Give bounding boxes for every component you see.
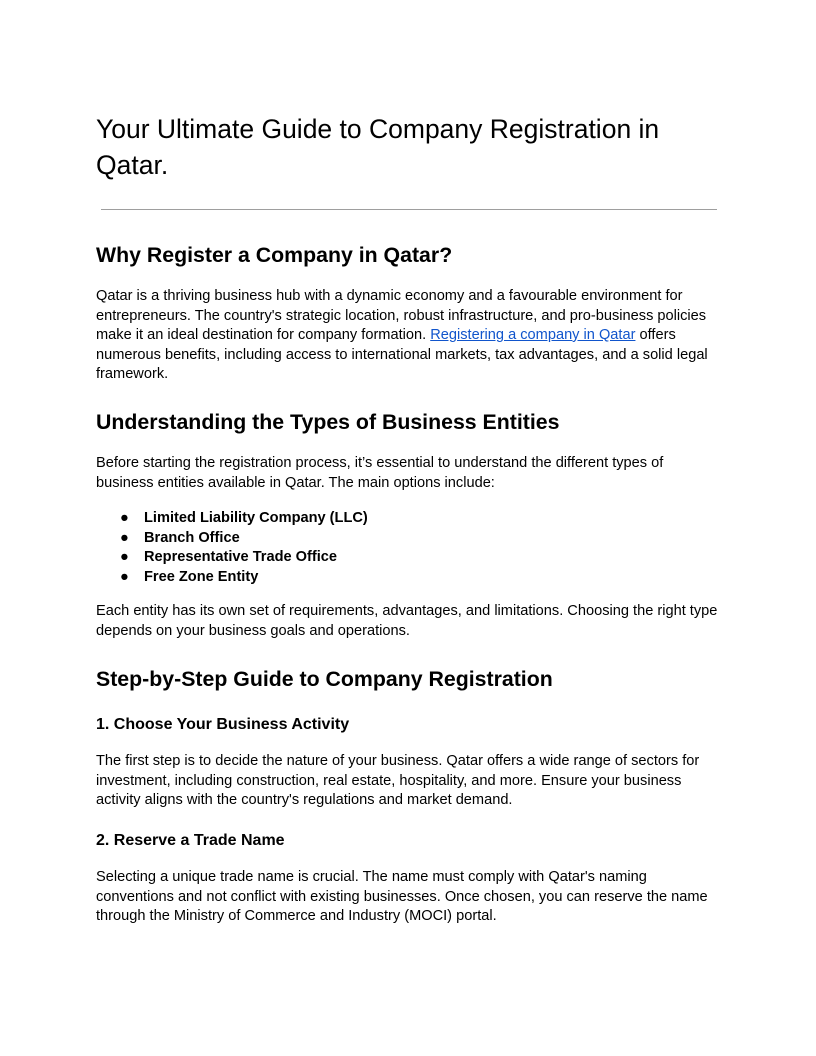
registering-company-link[interactable]: Registering a company in Qatar (430, 327, 636, 343)
entity-types-list (96, 509, 718, 587)
bullet-icon: ● (120, 510, 129, 526)
list-item-label: Branch Office (144, 529, 240, 546)
bullet-icon: ● (120, 529, 129, 546)
paragraph-step-2: Selecting a unique trade name is crucial. The name must comply with Qatar's naming conventions and not conflict with existing businesses. Once chosen, you can reserve the name through the Ministry of Commerce and Industry (MOCI) portal. (96, 869, 708, 924)
paragraph-why-register (96, 287, 718, 385)
heading-step-1: 1. Choose Your Business Activity (96, 716, 350, 733)
list-item (96, 529, 718, 549)
paragraph-step-1: The first step is to decide the nature of your business. Qatar offers a wide range of sectors for investment, including construction, real estate, hospitality, and more. Ensure your business activity aligns with the country's regulations and market demand. (96, 753, 700, 808)
paragraph-why-text-after: offers numerous benefits, including access to international markets, tax advantages, and a solid legal framework. (96, 327, 708, 382)
bullet-icon: ● (120, 549, 129, 565)
heading-business-entities: Understanding the Types of Business Entities (96, 410, 560, 434)
heading-step-2: 2. Reserve a Trade Name (96, 832, 285, 849)
list-item-label: Limited Liability Company (LLC) (144, 510, 368, 526)
paragraph-why-text-before: Qatar is a thriving business hub with a dynamic economy and a favourable environment for entrepreneurs. The country's strategic location, robust infrastructure, and pro-business policies make it an ideal destination for company formation. (96, 288, 707, 343)
paragraph-entities-outro: Each entity has its own set of requirements, advantages, and limitations. Choosing the right type depends on your business goals and operations. (96, 603, 718, 639)
list-item (96, 509, 718, 529)
horizontal-divider (101, 209, 717, 210)
heading-step-by-step: Step-by-Step Guide to Company Registration (96, 667, 553, 691)
list-item (96, 568, 718, 588)
list-item (96, 548, 718, 568)
document-title: Your Ultimate Guide to Company Registration in Qatar. (96, 114, 660, 180)
heading-why-register: Why Register a Company in Qatar? (96, 243, 453, 267)
bullet-icon: ● (120, 568, 129, 585)
paragraph-entities-intro: Before starting the registration process, it’s essential to understand the different types of business entities available in Qatar. The main options include: (96, 455, 664, 491)
list-item-label: Representative Trade Office (144, 549, 338, 565)
list-item-label: Free Zone Entity (144, 568, 259, 585)
